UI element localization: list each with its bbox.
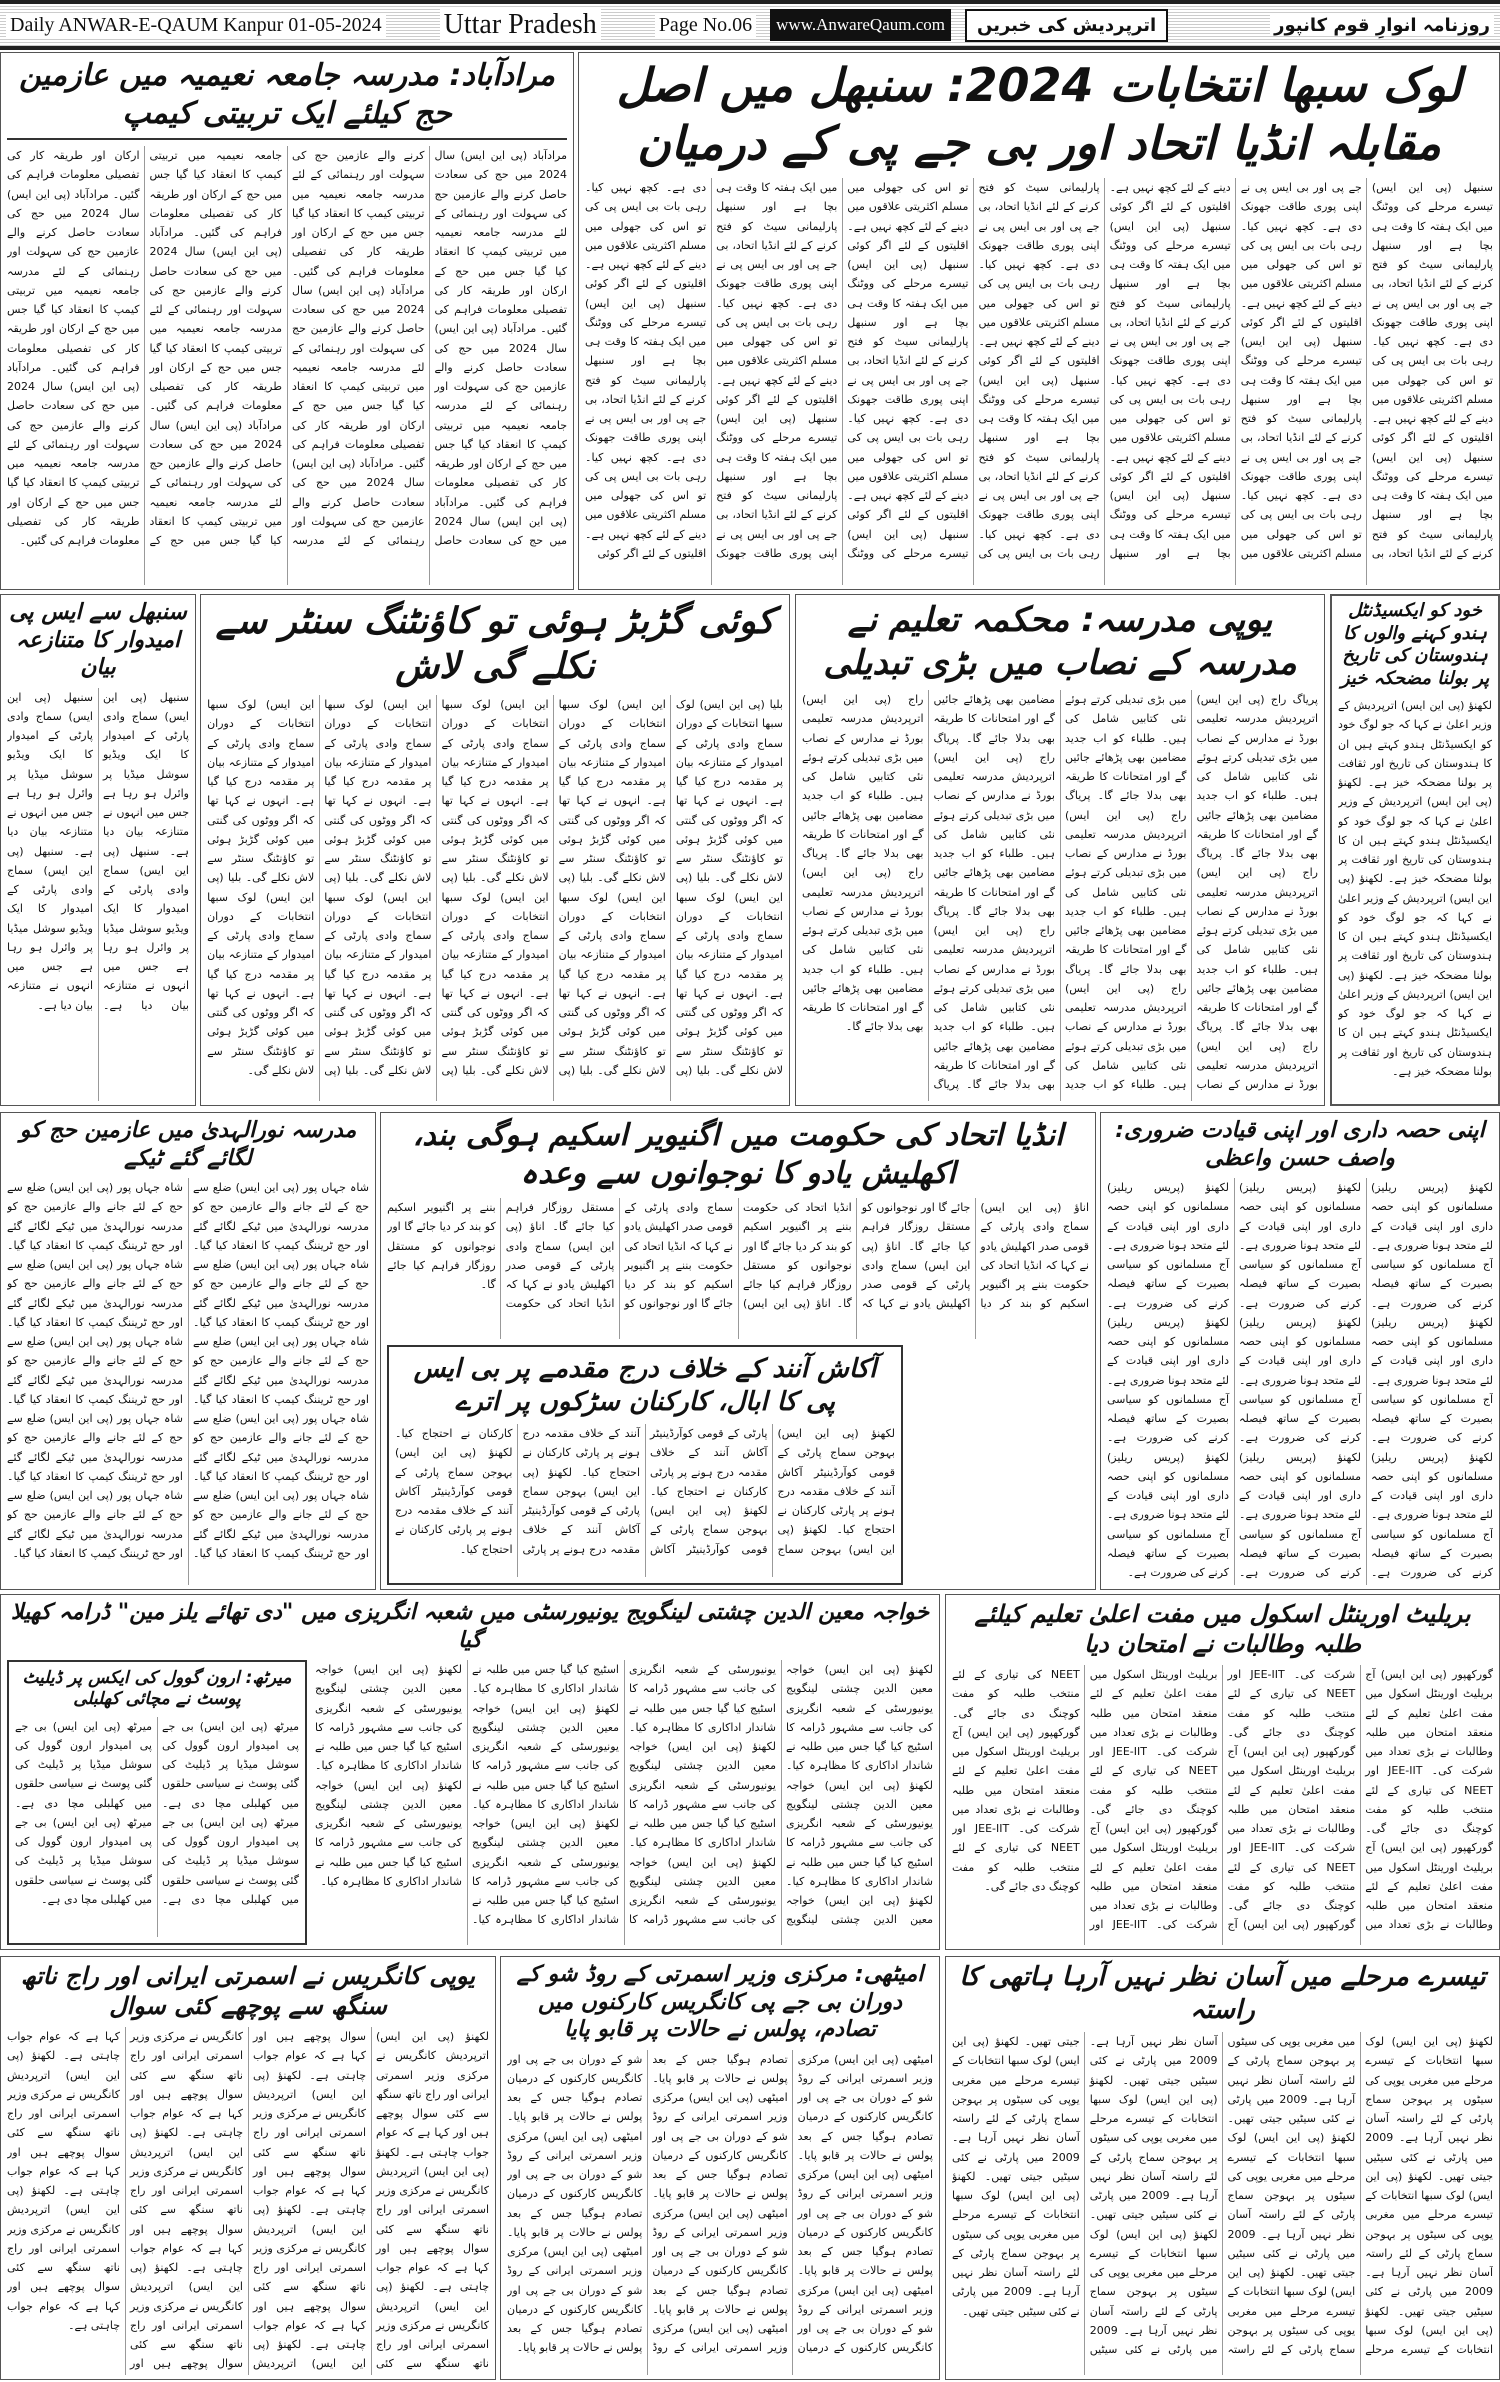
article-sambhal-sp-statement xyxy=(0,594,196,1106)
headline: یوپی کانگریس نے اسمرتی ایرانی اور راج ناتھ سنگھ سے پوچھے کئی سوال xyxy=(20,1962,476,2020)
headline: خواجہ معین الدین چشتی لینگویج یونیورسٹی میں شعبہ انگریزی میں "دی تھائے یلز مین" ڈرامہ کھیلا گیا xyxy=(10,1600,930,1653)
article-agniveer xyxy=(380,1112,1096,1590)
article-wasif-hasan xyxy=(1100,1112,1500,1590)
article-body: سنبھل (پی این ایس) سماج وادی پارٹی کے امیدوار کا ایک ویڈیو سوشل میڈیا پر وائرل ہو رہا ہے جس میں انہوں نے متنازعہ بیان دیا ہے۔ سنبھل (پی این ایس) سماج وادی پارٹی کے امیدوار کا ایک ویڈیو سوشل میڈیا پر وائرل ہو رہا ہے جس میں انہوں نے متنازعہ بیان دیا ہے۔ سنبھل (پی این ایس) سماج وادی پارٹی کے امیدوار کا ایک ویڈیو سوشل میڈیا پر وائرل ہو رہا ہے جس میں انہوں نے متنازعہ بیان دیا ہے۔ سنبھل (پی این ایس) سماج وادی پارٹی کے امیدوار کا ایک ویڈیو سوشل میڈیا پر وائرل ہو رہا ہے جس میں انہوں نے متنازعہ بیان دیا ہے۔ xyxy=(7,690,189,1012)
headline: خود کو ایکسیڈنٹل ہندو کہنے والوں کا ہندوستان کی تاریخ پر بولنا مضحکہ خیز xyxy=(1340,600,1490,689)
article-accidental-hindu xyxy=(1330,594,1500,1106)
headline: میرٹھ: ارون گوول کی ایکس پر ڈیلیٹ پوسٹ نے مچائی کھلبلی xyxy=(22,1668,292,1710)
headline: بریلیٹ اورینٹل اسکول میں مفت اعلیٰ تعلیم کیلئے طلبہ وطالبات نے امتحان دیا xyxy=(974,1600,1471,1658)
article-akash-anand xyxy=(387,1345,903,1585)
headline: تیسرے مرحلے میں آسان نظر نہیں آرہا ہاتھی کا راستہ xyxy=(959,1962,1486,2025)
article-body: سنبھل (پی این ایس) تیسرے مرحلے کی ووٹنگ میں ایک ہفتہ کا وقت ہی بچا ہے اور سنبھل پارلیمانی سیٹ کو فتح کرنے کے لئے انڈیا اتحاد، بی جے پی اور بی ایس پی نے اپنی پوری طاقت جھونک دی ہے۔ کچھ نہیں کیا۔ رہی بات بی ایس پی کی تو اس کی جھولی میں مسلم اکثریتی علاقوں میں دینے کے لئے کچھ نہیں ہے۔ اقلیتوں کے لئے اگر کوئی سنبھل (پی این ایس) تیسرے مرحلے کی ووٹنگ میں ایک ہفتہ کا وقت ہی بچا ہے اور سنبھل پارلیمانی سیٹ کو فتح کرنے کے لئے انڈیا اتحاد، بی جے پی اور بی ایس پی نے اپنی پوری طاقت جھونک دی ہے۔ کچھ نہیں کیا۔ رہی بات بی ایس پی کی تو اس کی جھولی میں مسلم اکثریتی علاقوں میں دینے کے لئے کچھ نہیں ہے۔ اقلیتوں کے لئے اگر کوئی سنبھل (پی این ایس) تیسرے مرحلے کی ووٹنگ میں ایک ہفتہ کا وقت ہی بچا ہے اور سنبھل پارلیمانی سیٹ کو فتح کرنے کے لئے انڈیا اتحاد، بی جے پی اور بی ایس پی نے اپنی پوری طاقت جھونک دی ہے۔ کچھ نہیں کیا۔ رہی بات بی ایس پی کی تو اس کی جھولی میں مسلم اکثریتی علاقوں میں دینے کے لئے کچھ نہیں ہے۔ اقلیتوں کے لئے اگر کوئی سنبھل (پی این ایس) تیسرے مرحلے کی ووٹنگ میں ایک ہفتہ کا وقت ہی بچا ہے اور سنبھل پارلیمانی سیٹ کو فتح کرنے کے لئے انڈیا اتحاد، بی جے پی اور بی ایس پی نے اپنی پوری طاقت جھونک دی ہے۔ کچھ نہیں کیا۔ رہی بات بی ایس پی کی تو اس کی جھولی میں مسلم اکثریتی علاقوں میں دینے کے لئے کچھ نہیں ہے۔ اقلیتوں کے لئے اگر کوئی سنبھل (پی این ایس) تیسرے مرحلے کی ووٹنگ میں ایک ہفتہ کا وقت ہی بچا ہے اور سنبھل پارلیمانی سیٹ کو فتح کرنے کے لئے انڈیا اتحاد، بی جے پی اور بی ایس پی نے اپنی پوری طاقت جھونک دی ہے۔ کچھ نہیں کیا۔ رہی بات بی ایس پی کی تو اس کی جھولی میں مسلم اکثریتی علاقوں میں دینے کے لئے کچھ نہیں ہے۔ اقلیتوں کے لئے اگر کوئی سنبھل (پی این ایس) تیسرے مرحلے کی ووٹنگ میں ایک ہفتہ کا وقت ہی بچا ہے اور سنبھل پارلیمانی سیٹ کو فتح کرنے کے لئے انڈیا اتحاد، بی جے پی اور بی ایس پی نے اپنی پوری طاقت جھونک دی ہے۔ کچھ نہیں کیا۔ رہی بات بی ایس پی کی تو اس کی جھولی میں مسلم اکثریتی علاقوں میں دینے کے لئے کچھ نہیں ہے۔ اقلیتوں کے لئے اگر کوئی سنبھل (پی این ایس) تیسرے مرحلے کی ووٹنگ میں ایک ہفتہ کا وقت ہی بچا ہے اور سنبھل پارلیمانی سیٹ کو فتح کرنے کے لئے انڈیا اتحاد، بی جے پی اور بی ایس پی نے اپنی پوری طاقت جھونک دی ہے۔ کچھ نہیں کیا۔ رہی بات بی ایس پی کی تو اس کی جھولی میں مسلم اکثریتی علاقوں میں دینے کے لئے کچھ نہیں ہے۔ اقلیتوں کے لئے اگر کوئی سنبھل (پی این ایس) تیسرے مرحلے کی ووٹنگ میں ایک ہفتہ کا وقت ہی بچا ہے اور سنبھل پارلیمانی سیٹ کو فتح کرنے کے لئے انڈیا اتحاد، بی جے پی اور بی ایس پی نے اپنی پوری طاقت جھونک دی ہے۔ کچھ نہیں کیا۔ رہی بات بی ایس پی کی تو اس کی جھولی میں مسلم اکثریتی علاقوں میں دینے کے لئے کچھ نہیں ہے۔ اقلیتوں کے لئے اگر کوئی سنبھل (پی این ایس) تیسرے مرحلے کی ووٹنگ میں ایک ہفتہ کا وقت ہی بچا ہے اور سنبھل پارلیمانی سیٹ کو فتح کرنے کے لئے انڈیا اتحاد، بی جے پی اور بی ایس پی نے اپنی پوری طاقت جھونک دی ہے۔ کچھ نہیں کیا۔ رہی بات بی ایس پی کی تو اس کی جھولی میں مسلم اکثریتی علاقوں میں دینے کے لئے کچھ نہیں ہے۔ اقلیتوں کے لئے اگر کوئی سنبھل (پی این ایس) تیسرے مرحلے کی ووٹنگ میں ایک ہفتہ کا وقت ہی بچا ہے اور سنبھل پارلیمانی سیٹ کو فتح کرنے کے لئے انڈیا اتحاد، بی جے پی اور بی ایس پی نے اپنی پوری طاقت جھونک دی ہے۔ کچھ نہیں کیا۔ رہی بات بی ایس پی کی تو اس کی جھولی میں مسلم اکثریتی علاقوں میں دینے کے لئے کچھ نہیں ہے۔ اقلیتوں کے لئے اگر کوئی xyxy=(585,181,1493,560)
article-body: گورکھپور (پی این ایس) آج بریلیٹ اورینٹل اسکول میں مفت اعلیٰ تعلیم کے لئے منعقد امتحان میں طلبہ وطالبات نے بڑی تعداد میں شرکت کی۔ JEE-IIT اور NEET کی تیاری کے لئے منتخب طلبہ کو مفت کوچنگ دی جائے گی۔ گورکھپور (پی این ایس) آج بریلیٹ اورینٹل اسکول میں مفت اعلیٰ تعلیم کے لئے منعقد امتحان میں طلبہ وطالبات نے بڑی تعداد میں شرکت کی۔ JEE-IIT اور NEET کی تیاری کے لئے منتخب طلبہ کو مفت کوچنگ دی جائے گی۔ گورکھپور (پی این ایس) آج بریلیٹ اورینٹل اسکول میں مفت اعلیٰ تعلیم کے لئے منعقد امتحان میں طلبہ وطالبات نے بڑی تعداد میں شرکت کی۔ JEE-IIT اور NEET کی تیاری کے لئے منتخب طلبہ کو مفت کوچنگ دی جائے گی۔ گورکھپور (پی این ایس) آج بریلیٹ اورینٹل اسکول میں مفت اعلیٰ تعلیم کے لئے منعقد امتحان میں طلبہ وطالبات نے بڑی تعداد میں شرکت کی۔ JEE-IIT اور NEET کی تیاری کے لئے منتخب طلبہ کو مفت کوچنگ دی جائے گی۔ گورکھپور (پی این ایس) آج بریلیٹ اورینٹل اسکول میں مفت اعلیٰ تعلیم کے لئے منعقد امتحان میں طلبہ وطالبات نے بڑی تعداد میں شرکت کی۔ JEE-IIT اور NEET کی تیاری کے لئے منتخب طلبہ کو مفت کوچنگ دی جائے گی۔ گورکھپور (پی این ایس) آج بریلیٹ اورینٹل اسکول میں مفت اعلیٰ تعلیم کے لئے منعقد امتحان میں طلبہ وطالبات نے بڑی تعداد میں شرکت کی۔ JEE-IIT اور NEET کی تیاری کے لئے منتخب طلبہ کو مفت کوچنگ دی جائے گی۔ xyxy=(952,1668,1493,1932)
page-number: Page No.06 xyxy=(655,14,756,37)
article-body: پریاگ راج (پی این ایس) اترپردیش مدرسہ تعلیمی بورڈ نے مدارس کے نصاب میں بڑی تبدیلی کرتے ہوئے نئی کتابیں شامل کی ہیں۔ طلباء کو اب جدید مضامین بھی پڑھائے جائیں گے اور امتحانات کا طریقہ بھی بدلا جائے گا۔ پریاگ راج (پی این ایس) اترپردیش مدرسہ تعلیمی بورڈ نے مدارس کے نصاب میں بڑی تبدیلی کرتے ہوئے نئی کتابیں شامل کی ہیں۔ طلباء کو اب جدید مضامین بھی پڑھائے جائیں گے اور امتحانات کا طریقہ بھی بدلا جائے گا۔ پریاگ راج (پی این ایس) اترپردیش مدرسہ تعلیمی بورڈ نے مدارس کے نصاب میں بڑی تبدیلی کرتے ہوئے نئی کتابیں شامل کی ہیں۔ طلباء کو اب جدید مضامین بھی پڑھائے جائیں گے اور امتحانات کا طریقہ بھی بدلا جائے گا۔ پریاگ راج (پی این ایس) اترپردیش مدرسہ تعلیمی بورڈ نے مدارس کے نصاب میں بڑی تبدیلی کرتے ہوئے نئی کتابیں شامل کی ہیں۔ طلباء کو اب جدید مضامین بھی پڑھائے جائیں گے اور امتحانات کا طریقہ بھی بدلا جائے گا۔ پریاگ راج (پی این ایس) اترپردیش مدرسہ تعلیمی بورڈ نے مدارس کے نصاب میں بڑی تبدیلی کرتے ہوئے نئی کتابیں شامل کی ہیں۔ طلباء کو اب جدید مضامین بھی پڑھائے جائیں گے اور امتحانات کا طریقہ بھی بدلا جائے گا۔ پریاگ راج (پی این ایس) اترپردیش مدرسہ تعلیمی بورڈ نے مدارس کے نصاب میں بڑی تبدیلی کرتے ہوئے نئی کتابیں شامل کی ہیں۔ طلباء کو اب جدید مضامین بھی پڑھائے جائیں گے اور امتحانات کا طریقہ بھی بدلا جائے گا۔ پریاگ راج (پی این ایس) اترپردیش مدرسہ تعلیمی بورڈ نے مدارس کے نصاب میں بڑی تبدیلی کرتے ہوئے نئی کتابیں شامل کی ہیں۔ طلباء کو اب جدید مضامین بھی پڑھائے جائیں گے اور امتحانات کا طریقہ بھی بدلا جائے گا۔ پریاگ راج (پی این ایس) اترپردیش مدرسہ تعلیمی بورڈ نے مدارس کے نصاب میں بڑی تبدیلی کرتے ہوئے نئی کتابیں شامل کی ہیں۔ طلباء کو اب جدید مضامین بھی پڑھائے جائیں گے اور امتحانات کا طریقہ بھی بدلا جائے گا۔ پریاگ راج (پی این ایس) اترپردیش مدرسہ تعلیمی بورڈ نے مدارس کے نصاب میں بڑی تبدیلی کرتے ہوئے نئی کتابیں شامل کی ہیں۔ طلباء کو اب جدید مضامین بھی پڑھائے جائیں گے اور امتحانات کا طریقہ بھی بدلا جائے گا۔ xyxy=(802,693,1318,1091)
headline: اپنی حصہ داری اور اپنی قیادت ضروری: واصف حسن واعظی xyxy=(1115,1118,1485,1171)
article-brilliant-oriental-school xyxy=(945,1594,1500,1950)
article-body: شاہ جہاں پور (پی این ایس) ضلع سے حج کے لئے جانے والے عازمین حج کو مدرسہ نورالہدیٰ میں ٹیکے لگائے گئے اور حج ٹریننگ کیمپ کا انعقاد کیا گیا۔ شاہ جہاں پور (پی این ایس) ضلع سے حج کے لئے جانے والے عازمین حج کو مدرسہ نورالہدیٰ میں ٹیکے لگائے گئے اور حج ٹریننگ کیمپ کا انعقاد کیا گیا۔ شاہ جہاں پور (پی این ایس) ضلع سے حج کے لئے جانے والے عازمین حج کو مدرسہ نورالہدیٰ میں ٹیکے لگائے گئے اور حج ٹریننگ کیمپ کا انعقاد کیا گیا۔ شاہ جہاں پور (پی این ایس) ضلع سے حج کے لئے جانے والے عازمین حج کو مدرسہ نورالہدیٰ میں ٹیکے لگائے گئے اور حج ٹریننگ کیمپ کا انعقاد کیا گیا۔ شاہ جہاں پور (پی این ایس) ضلع سے حج کے لئے جانے والے عازمین حج کو مدرسہ نورالہدیٰ میں ٹیکے لگائے گئے اور حج ٹریننگ کیمپ کا انعقاد کیا گیا۔ شاہ جہاں پور (پی این ایس) ضلع سے حج کے لئے جانے والے عازمین حج کو مدرسہ نورالہدیٰ میں ٹیکے لگائے گئے اور حج ٹریننگ کیمپ کا انعقاد کیا گیا۔ شاہ جہاں پور (پی این ایس) ضلع سے حج کے لئے جانے والے عازمین حج کو مدرسہ نورالہدیٰ میں ٹیکے لگائے گئے اور حج ٹریننگ کیمپ کا انعقاد کیا گیا۔ شاہ جہاں پور (پی این ایس) ضلع سے حج کے لئے جانے والے عازمین حج کو مدرسہ نورالہدیٰ میں ٹیکے لگائے گئے اور حج ٹریننگ کیمپ کا انعقاد کیا گیا۔ شاہ جہاں پور (پی این ایس) ضلع سے حج کے لئے جانے والے عازمین حج کو مدرسہ نورالہدیٰ میں ٹیکے لگائے گئے اور حج ٹریننگ کیمپ کا انعقاد کیا گیا۔ شاہ جہاں پور (پی این ایس) ضلع سے حج کے لئے جانے والے عازمین حج کو مدرسہ نورالہدیٰ میں ٹیکے لگائے گئے اور حج ٹریننگ کیمپ کا انعقاد کیا گیا۔ xyxy=(7,1181,369,1560)
article-language-university-drama xyxy=(0,1594,940,1950)
headline: مرادآباد: مدرسہ جامعہ نعیمیہ میں عازمین حج کیلئے ایک تربیتی کیمپ xyxy=(7,57,567,140)
article-third-phase-bsp xyxy=(945,1956,1500,2380)
headline: مدرسہ نورالہدیٰ میں عازمین حج کو لگائے گئے ٹیکے xyxy=(19,1118,357,1171)
article-body: لکھنؤ (پی این ایس) لوک سبھا انتخابات کے تیسرے مرحلے میں مغربی یوپی کی سیٹوں پر بہوجن سماج پارٹی کے لئے راستہ آسان نظر نہیں آرہا ہے۔ 2009 میں پارٹی نے کئی سیٹیں جیتی تھیں۔ لکھنؤ (پی این ایس) لوک سبھا انتخابات کے تیسرے مرحلے میں مغربی یوپی کی سیٹوں پر بہوجن سماج پارٹی کے لئے راستہ آسان نظر نہیں آرہا ہے۔ 2009 میں پارٹی نے کئی سیٹیں جیتی تھیں۔ لکھنؤ (پی این ایس) لوک سبھا انتخابات کے تیسرے مرحلے میں مغربی یوپی کی سیٹوں پر بہوجن سماج پارٹی کے لئے راستہ آسان نظر نہیں آرہا ہے۔ 2009 میں پارٹی نے کئی سیٹیں جیتی تھیں۔ لکھنؤ (پی این ایس) لوک سبھا انتخابات کے تیسرے مرحلے میں مغربی یوپی کی سیٹوں پر بہوجن سماج پارٹی کے لئے راستہ آسان نظر نہیں آرہا ہے۔ 2009 میں پارٹی نے کئی سیٹیں جیتی تھیں۔ لکھنؤ (پی این ایس) لوک سبھا انتخابات کے تیسرے مرحلے میں مغربی یوپی کی سیٹوں پر بہوجن سماج پارٹی کے لئے راستہ آسان نظر نہیں آرہا ہے۔ 2009 میں پارٹی نے کئی سیٹیں جیتی تھیں۔ لکھنؤ (پی این ایس) لوک سبھا انتخابات کے تیسرے مرحلے میں مغربی یوپی کی سیٹوں پر بہوجن سماج پارٹی کے لئے راستہ آسان نظر نہیں آرہا ہے۔ 2009 میں پارٹی نے کئی سیٹیں جیتی تھیں۔ لکھنؤ (پی این ایس) لوک سبھا انتخابات کے تیسرے مرحلے میں مغربی یوپی کی سیٹوں پر بہوجن سماج پارٹی کے لئے راستہ آسان نظر نہیں آرہا ہے۔ 2009 میں پارٹی نے کئی سیٹیں جیتی تھیں۔ لکھنؤ (پی این ایس) لوک سبھا انتخابات کے تیسرے مرحلے میں مغربی یوپی کی سیٹوں پر بہوجن سماج پارٹی کے لئے راستہ آسان نظر نہیں آرہا ہے۔ 2009 میں پارٹی نے کئی سیٹیں جیتی تھیں۔ لکھنؤ (پی این ایس) لوک سبھا انتخابات کے تیسرے مرحلے میں مغربی یوپی کی سیٹوں پر بہوجن سماج پارٹی کے لئے راستہ آسان نظر نہیں آرہا ہے۔ 2009 میں پارٹی نے کئی سیٹیں جیتی تھیں۔ xyxy=(952,2035,1493,2356)
article-body: لکھنؤ (پی این ایس) اترپردیش کے وزیر اعلیٰ نے کہا کہ جو لوگ خود کو ایکسیڈنٹل ہندو کہتے ہیں ان کا ہندوستان کی تاریخ اور ثقافت پر بولنا مضحکہ خیز ہے۔ لکھنؤ (پی این ایس) اترپردیش کے وزیر اعلیٰ نے کہا کہ جو لوگ خود کو ایکسیڈنٹل ہندو کہتے ہیں ان کا ہندوستان کی تاریخ اور ثقافت پر بولنا مضحکہ خیز ہے۔ لکھنؤ (پی این ایس) اترپردیش کے وزیر اعلیٰ نے کہا کہ جو لوگ خود کو ایکسیڈنٹل ہندو کہتے ہیں ان کا ہندوستان کی تاریخ اور ثقافت پر بولنا مضحکہ خیز ہے۔ لکھنؤ (پی این ایس) اترپردیش کے وزیر اعلیٰ نے کہا کہ جو لوگ خود کو ایکسیڈنٹل ہندو کہتے ہیں ان کا ہندوستان کی تاریخ اور ثقافت پر بولنا مضحکہ خیز ہے۔ xyxy=(1338,699,1492,1078)
headline: سنبھل سے ایس پی امیدوار کا متنازعہ بیان xyxy=(9,600,187,680)
headline: آکاش آنند کے خلاف درج مقدمے پر بی ایس پی کا ابال، کارکنان سڑکوں پر اترے xyxy=(413,1354,877,1417)
article-counting-center xyxy=(200,594,790,1106)
section-title: Uttar Pradesh xyxy=(440,9,601,41)
article-columns xyxy=(7,1660,933,1945)
article-moradabad-hajj-camp xyxy=(0,52,574,590)
article-body: مرادآباد (پی این ایس) سال 2024 میں حج کی سعادت حاصل کرنے والے عازمین حج کی سہولت اور رہنمائی کے لئے مدرسہ جامعہ نعیمیہ میں تربیتی کیمپ کا انعقاد کیا گیا جس میں حج کے ارکان اور طریقہ کار کی تفصیلی معلومات فراہم کی گئیں۔ مرادآباد (پی این ایس) سال 2024 میں حج کی سعادت حاصل کرنے والے عازمین حج کی سہولت اور رہنمائی کے لئے مدرسہ جامعہ نعیمیہ میں تربیتی کیمپ کا انعقاد کیا گیا جس میں حج کے ارکان اور طریقہ کار کی تفصیلی معلومات فراہم کی گئیں۔ مرادآباد (پی این ایس) سال 2024 میں حج کی سعادت حاصل کرنے والے عازمین حج کی سہولت اور رہنمائی کے لئے مدرسہ جامعہ نعیمیہ میں تربیتی کیمپ کا انعقاد کیا گیا جس میں حج کے ارکان اور طریقہ کار کی تفصیلی معلومات فراہم کی گئیں۔ مرادآباد (پی این ایس) سال 2024 میں حج کی سعادت حاصل کرنے والے عازمین حج کی سہولت اور رہنمائی کے لئے مدرسہ جامعہ نعیمیہ میں تربیتی کیمپ کا انعقاد کیا گیا جس میں حج کے ارکان اور طریقہ کار کی تفصیلی معلومات فراہم کی گئیں۔ مرادآباد (پی این ایس) سال 2024 میں حج کی سعادت حاصل کرنے والے عازمین حج کی سہولت اور رہنمائی کے لئے مدرسہ جامعہ نعیمیہ میں تربیتی کیمپ کا انعقاد کیا گیا جس میں حج کے ارکان اور طریقہ کار کی تفصیلی معلومات فراہم کی گئیں۔ مرادآباد (پی این ایس) سال 2024 میں حج کی سعادت حاصل کرنے والے عازمین حج کی سہولت اور رہنمائی کے لئے مدرسہ جامعہ نعیمیہ میں تربیتی کیمپ کا انعقاد کیا گیا جس میں حج کے ارکان اور طریقہ کار کی تفصیلی معلومات فراہم کی گئیں۔ مرادآباد (پی این ایس) سال 2024 میں حج کی سعادت حاصل کرنے والے عازمین حج کی سہولت اور رہنمائی کے لئے مدرسہ جامعہ نعیمیہ میں تربیتی کیمپ کا انعقاد کیا گیا جس میں حج کے ارکان اور طریقہ کار کی تفصیلی معلومات فراہم کی گئیں۔ مرادآباد (پی این ایس) سال 2024 میں حج کی سعادت حاصل کرنے والے عازمین حج کی سہولت اور رہنمائی کے لئے مدرسہ جامعہ نعیمیہ میں تربیتی کیمپ کا انعقاد کیا گیا جس میں حج کے ارکان اور طریقہ کار کی تفصیلی معلومات فراہم کی گئیں۔ مرادآباد (پی این ایس) سال 2024 میں حج کی سعادت حاصل کرنے والے عازمین حج کی سہولت اور رہنمائی کے لئے مدرسہ جامعہ نعیمیہ میں تربیتی کیمپ کا انعقاد کیا گیا جس میں حج کے ارکان اور طریقہ کار کی تفصیلی معلومات فراہم کی گئیں۔ xyxy=(7,149,567,547)
newspaper-logo: روزنامہ انوارِ قوم کانپور xyxy=(1270,15,1494,36)
article-arun-govil-post xyxy=(7,1660,307,1945)
article-body: امیٹھی (پی این ایس) مرکزی وزیر اسمرتی ایرانی کے روڈ شو کے دوران بی جے پی اور کانگریس کارکنوں کے درمیان تصادم ہوگیا جس کے بعد پولس نے حالات پر قابو پایا۔ امیٹھی (پی این ایس) مرکزی وزیر اسمرتی ایرانی کے روڈ شو کے دوران بی جے پی اور کانگریس کارکنوں کے درمیان تصادم ہوگیا جس کے بعد پولس نے حالات پر قابو پایا۔ امیٹھی (پی این ایس) مرکزی وزیر اسمرتی ایرانی کے روڈ شو کے دوران بی جے پی اور کانگریس کارکنوں کے درمیان تصادم ہوگیا جس کے بعد پولس نے حالات پر قابو پایا۔ امیٹھی (پی این ایس) مرکزی وزیر اسمرتی ایرانی کے روڈ شو کے دوران بی جے پی اور کانگریس کارکنوں کے درمیان تصادم ہوگیا جس کے بعد پولس نے حالات پر قابو پایا۔ امیٹھی (پی این ایس) مرکزی وزیر اسمرتی ایرانی کے روڈ شو کے دوران بی جے پی اور کانگریس کارکنوں کے درمیان تصادم ہوگیا جس کے بعد پولس نے حالات پر قابو پایا۔ امیٹھی (پی این ایس) مرکزی وزیر اسمرتی ایرانی کے روڈ شو کے دوران بی جے پی اور کانگریس کارکنوں کے درمیان تصادم ہوگیا جس کے بعد پولس نے حالات پر قابو پایا۔ امیٹھی (پی این ایس) مرکزی وزیر اسمرتی ایرانی کے روڈ شو کے دوران بی جے پی اور کانگریس کارکنوں کے درمیان تصادم ہوگیا جس کے بعد پولس نے حالات پر قابو پایا۔ امیٹھی (پی این ایس) مرکزی وزیر اسمرتی ایرانی کے روڈ شو کے دوران بی جے پی اور کانگریس کارکنوں کے درمیان تصادم ہوگیا جس کے بعد پولس نے حالات پر قابو پایا۔ xyxy=(507,2052,933,2355)
headline: لوک سبھا انتخابات 2024: سنبھل میں اصل مقابلہ انڈیا اتحاد اور بی جے پی کے درمیان xyxy=(616,58,1462,170)
article-body: بلیا (پی این ایس) لوک سبھا انتخابات کے دوران سماج وادی پارٹی کے امیدوار کے متنازعہ بیان پر مقدمہ درج کیا گیا ہے۔ انہوں نے کہا تھا کہ اگر ووٹوں کی گنتی میں کوئی گڑبڑ ہوئی تو کاؤنٹنگ سنٹر سے لاش نکلے گی۔ بلیا (پی این ایس) لوک سبھا انتخابات کے دوران سماج وادی پارٹی کے امیدوار کے متنازعہ بیان پر مقدمہ درج کیا گیا ہے۔ انہوں نے کہا تھا کہ اگر ووٹوں کی گنتی میں کوئی گڑبڑ ہوئی تو کاؤنٹنگ سنٹر سے لاش نکلے گی۔ بلیا (پی این ایس) لوک سبھا انتخابات کے دوران سماج وادی پارٹی کے امیدوار کے متنازعہ بیان پر مقدمہ درج کیا گیا ہے۔ انہوں نے کہا تھا کہ اگر ووٹوں کی گنتی میں کوئی گڑبڑ ہوئی تو کاؤنٹنگ سنٹر سے لاش نکلے گی۔ بلیا (پی این ایس) لوک سبھا انتخابات کے دوران سماج وادی پارٹی کے امیدوار کے متنازعہ بیان پر مقدمہ درج کیا گیا ہے۔ انہوں نے کہا تھا کہ اگر ووٹوں کی گنتی میں کوئی گڑبڑ ہوئی تو کاؤنٹنگ سنٹر سے لاش نکلے گی۔ بلیا (پی این ایس) لوک سبھا انتخابات کے دوران سماج وادی پارٹی کے امیدوار کے متنازعہ بیان پر مقدمہ درج کیا گیا ہے۔ انہوں نے کہا تھا کہ اگر ووٹوں کی گنتی میں کوئی گڑبڑ ہوئی تو کاؤنٹنگ سنٹر سے لاش نکلے گی۔ بلیا (پی این ایس) لوک سبھا انتخابات کے دوران سماج وادی پارٹی کے امیدوار کے متنازعہ بیان پر مقدمہ درج کیا گیا ہے۔ انہوں نے کہا تھا کہ اگر ووٹوں کی گنتی میں کوئی گڑبڑ ہوئی تو کاؤنٹنگ سنٹر سے لاش نکلے گی۔ بلیا (پی این ایس) لوک سبھا انتخابات کے دوران سماج وادی پارٹی کے امیدوار کے متنازعہ بیان پر مقدمہ درج کیا گیا ہے۔ انہوں نے کہا تھا کہ اگر ووٹوں کی گنتی میں کوئی گڑبڑ ہوئی تو کاؤنٹنگ سنٹر سے لاش نکلے گی۔ بلیا (پی این ایس) لوک سبھا انتخابات کے دوران سماج وادی پارٹی کے امیدوار کے متنازعہ بیان پر مقدمہ درج کیا گیا ہے۔ انہوں نے کہا تھا کہ اگر ووٹوں کی گنتی میں کوئی گڑبڑ ہوئی تو کاؤنٹنگ سنٹر سے لاش نکلے گی۔ بلیا (پی این ایس) لوک سبھا انتخابات کے دوران سماج وادی پارٹی کے امیدوار کے متنازعہ بیان پر مقدمہ درج کیا گیا ہے۔ انہوں نے کہا تھا کہ اگر ووٹوں کی گنتی میں کوئی گڑبڑ ہوئی تو کاؤنٹنگ سنٹر سے لاش نکلے گی۔ بلیا (پی این ایس) لوک سبھا انتخابات کے دوران سماج وادی پارٹی کے امیدوار کے متنازعہ بیان پر مقدمہ درج کیا گیا ہے۔ انہوں نے کہا تھا کہ اگر ووٹوں کی گنتی میں کوئی گڑبڑ ہوئی تو کاؤنٹنگ سنٹر سے لاش نکلے گی۔ xyxy=(207,698,783,1077)
headline: کوئی گڑبڑ ہوئی تو کاؤنٹنگ سنٹر سے نکلے گی لاش xyxy=(215,601,775,687)
article-hajj-vaccination xyxy=(0,1112,376,1590)
masthead xyxy=(0,0,1500,50)
headline: انڈیا اتحاد کی حکومت میں اگنیویر اسکیم ہوگی بند، اکھلیش یادو کا نوجوانوں سے وعدہ xyxy=(412,1118,1064,1191)
article-body: لکھنؤ (پی این ایس) اترپردیش کانگریس نے مرکزی وزیر اسمرتی ایرانی اور راج ناتھ سنگھ سے کئی سوال پوچھے ہیں اور کہا ہے کہ عوام جواب چاہتی ہے۔ لکھنؤ (پی این ایس) اترپردیش کانگریس نے مرکزی وزیر اسمرتی ایرانی اور راج ناتھ سنگھ سے کئی سوال پوچھے ہیں اور کہا ہے کہ عوام جواب چاہتی ہے۔ لکھنؤ (پی این ایس) اترپردیش کانگریس نے مرکزی وزیر اسمرتی ایرانی اور راج ناتھ سنگھ سے کئی سوال پوچھے ہیں اور کہا ہے کہ عوام جواب چاہتی ہے۔ لکھنؤ (پی این ایس) اترپردیش کانگریس نے مرکزی وزیر اسمرتی ایرانی اور راج ناتھ سنگھ سے کئی سوال پوچھے ہیں اور کہا ہے کہ عوام جواب چاہتی ہے۔ لکھنؤ (پی این ایس) اترپردیش کانگریس نے مرکزی وزیر اسمرتی ایرانی اور راج ناتھ سنگھ سے کئی سوال پوچھے ہیں اور کہا ہے کہ عوام جواب چاہتی ہے۔ لکھنؤ (پی این ایس) اترپردیش کانگریس نے مرکزی وزیر اسمرتی ایرانی اور راج ناتھ سنگھ سے کئی سوال پوچھے ہیں اور کہا ہے کہ عوام جواب چاہتی ہے۔ لکھنؤ (پی این ایس) اترپردیش کانگریس نے مرکزی وزیر اسمرتی ایرانی اور راج ناتھ سنگھ سے کئی سوال پوچھے ہیں اور کہا ہے کہ عوام جواب چاہتی ہے۔ لکھنؤ (پی این ایس) اترپردیش کانگریس نے مرکزی وزیر اسمرتی ایرانی اور راج ناتھ سنگھ سے کئی سوال پوچھے ہیں اور کہا ہے کہ عوام جواب چاہتی ہے۔ لکھنؤ (پی این ایس) اترپردیش کانگریس نے مرکزی وزیر اسمرتی ایرانی اور راج ناتھ سنگھ سے کئی سوال پوچھے ہیں اور کہا ہے کہ عوام جواب چاہتی ہے۔ لکھنؤ (پی این ایس) اترپردیش کانگریس نے مرکزی وزیر اسمرتی ایرانی اور راج ناتھ سنگھ سے کئی سوال پوچھے ہیں اور کہا ہے کہ عوام جواب چاہتی ہے۔ xyxy=(7,2030,489,2371)
article-body: میرٹھ (پی این ایس) بی جے پی امیدوار ارون گوول کی سوشل میڈیا پر ڈیلیٹ کی گئی پوسٹ نے سیاسی حلقوں میں کھلبلی مچا دی ہے۔ میرٹھ (پی این ایس) بی جے پی امیدوار ارون گوول کی سوشل میڈیا پر ڈیلیٹ کی گئی پوسٹ نے سیاسی حلقوں میں کھلبلی مچا دی ہے۔ میرٹھ (پی این ایس) بی جے پی امیدوار ارون گوول کی سوشل میڈیا پر ڈیلیٹ کی گئی پوسٹ نے سیاسی حلقوں میں کھلبلی مچا دی ہے۔ میرٹھ (پی این ایس) بی جے پی امیدوار ارون گوول کی سوشل میڈیا پر ڈیلیٹ کی گئی پوسٹ نے سیاسی حلقوں میں کھلبلی مچا دی ہے۔ xyxy=(15,1719,299,1906)
article-amethi-clash xyxy=(500,1956,940,2380)
website-link[interactable]: www.AnwareQaum.com xyxy=(770,9,951,41)
article-body: اناؤ (پی این ایس) سماج وادی پارٹی کے قومی صدر اکھلیش یادو نے کہا کہ انڈیا اتحاد کی حکومت بننے پر اگنیویر اسکیم کو بند کر دیا جائے گا اور نوجوانوں کو مستقل روزگار فراہم کیا جائے گا۔ اناؤ (پی این ایس) سماج وادی پارٹی کے قومی صدر اکھلیش یادو نے کہا کہ انڈیا اتحاد کی حکومت بننے پر اگنیویر اسکیم کو بند کر دیا جائے گا اور نوجوانوں کو مستقل روزگار فراہم کیا جائے گا۔ اناؤ (پی این ایس) سماج وادی پارٹی کے قومی صدر اکھلیش یادو نے کہا کہ انڈیا اتحاد کی حکومت بننے پر اگنیویر اسکیم کو بند کر دیا جائے گا اور نوجوانوں کو مستقل روزگار فراہم کیا جائے گا۔ اناؤ (پی این ایس) سماج وادی پارٹی کے قومی صدر اکھلیش یادو نے کہا کہ انڈیا اتحاد کی حکومت بننے پر اگنیویر اسکیم کو بند کر دیا جائے گا اور نوجوانوں کو مستقل روزگار فراہم کیا جائے گا۔ xyxy=(387,1201,1089,1311)
section-label-urdu: اترپردیش کی خبریں xyxy=(965,9,1168,42)
article-body: لکھنؤ (پریس ریلیز) مسلمانوں کو اپنی حصہ داری اور اپنی قیادت کے لئے متحد ہونا ضروری ہے۔ آج مسلمانوں کو سیاسی بصیرت کے ساتھ فیصلہ کرنے کی ضرورت ہے۔ لکھنؤ (پریس ریلیز) مسلمانوں کو اپنی حصہ داری اور اپنی قیادت کے لئے متحد ہونا ضروری ہے۔ آج مسلمانوں کو سیاسی بصیرت کے ساتھ فیصلہ کرنے کی ضرورت ہے۔ لکھنؤ (پریس ریلیز) مسلمانوں کو اپنی حصہ داری اور اپنی قیادت کے لئے متحد ہونا ضروری ہے۔ آج مسلمانوں کو سیاسی بصیرت کے ساتھ فیصلہ کرنے کی ضرورت ہے۔ لکھنؤ (پریس ریلیز) مسلمانوں کو اپنی حصہ داری اور اپنی قیادت کے لئے متحد ہونا ضروری ہے۔ آج مسلمانوں کو سیاسی بصیرت کے ساتھ فیصلہ کرنے کی ضرورت ہے۔ لکھنؤ (پریس ریلیز) مسلمانوں کو اپنی حصہ داری اور اپنی قیادت کے لئے متحد ہونا ضروری ہے۔ آج مسلمانوں کو سیاسی بصیرت کے ساتھ فیصلہ کرنے کی ضرورت ہے۔ لکھنؤ (پریس ریلیز) مسلمانوں کو اپنی حصہ داری اور اپنی قیادت کے لئے متحد ہونا ضروری ہے۔ آج مسلمانوں کو سیاسی بصیرت کے ساتھ فیصلہ کرنے کی ضرورت ہے۔ لکھنؤ (پریس ریلیز) مسلمانوں کو اپنی حصہ داری اور اپنی قیادت کے لئے متحد ہونا ضروری ہے۔ آج مسلمانوں کو سیاسی بصیرت کے ساتھ فیصلہ کرنے کی ضرورت ہے۔ لکھنؤ (پریس ریلیز) مسلمانوں کو اپنی حصہ داری اور اپنی قیادت کے لئے متحد ہونا ضروری ہے۔ آج مسلمانوں کو سیاسی بصیرت کے ساتھ فیصلہ کرنے کی ضرورت ہے۔ لکھنؤ (پریس ریلیز) مسلمانوں کو اپنی حصہ داری اور اپنی قیادت کے لئے متحد ہونا ضروری ہے۔ آج مسلمانوں کو سیاسی بصیرت کے ساتھ فیصلہ کرنے کی ضرورت ہے۔ xyxy=(1107,1181,1493,1579)
article-madrasa-syllabus xyxy=(795,594,1325,1106)
article-body: لکھنؤ (پی این ایس) بہوجن سماج پارٹی کے قومی کوآرڈینیٹر آکاش آنند کے خلاف مقدمہ درج ہونے پر پارٹی کارکنان نے احتجاج کیا۔ لکھنؤ (پی این ایس) بہوجن سماج پارٹی کے قومی کوآرڈینیٹر آکاش آنند کے خلاف مقدمہ درج ہونے پر پارٹی کارکنان نے احتجاج کیا۔ لکھنؤ (پی این ایس) بہوجن سماج پارٹی کے قومی کوآرڈینیٹر آکاش آنند کے خلاف مقدمہ درج ہونے پر پارٹی کارکنان نے احتجاج کیا۔ لکھنؤ (پی این ایس) بہوجن سماج پارٹی کے قومی کوآرڈینیٹر آکاش آنند کے خلاف مقدمہ درج ہونے پر پارٹی کارکنان نے احتجاج کیا۔ لکھنؤ (پی این ایس) بہوجن سماج پارٹی کے قومی کوآرڈینیٹر آکاش آنند کے خلاف مقدمہ درج ہونے پر پارٹی کارکنان نے احتجاج کیا۔ xyxy=(395,1427,895,1556)
article-sambhal-election xyxy=(578,52,1500,590)
edition-date: Daily ANWAR-E-QAUM Kanpur 01-05-2024 xyxy=(6,14,386,37)
headline: امیٹھی: مرکزی وزیر اسمرتی کے روڈ شو کے دوران بی جے پی کانگریس کارکنوں میں تصادم، پولس نے حالات پر قابو پایا xyxy=(516,1962,924,2042)
article-body: لکھنؤ (پی این ایس) خواجہ معین الدین چشتی لینگویج یونیورسٹی کے شعبہ انگریزی کی جانب سے مشہور ڈرامہ کا اسٹیج کیا گیا جس میں طلبہ نے شاندار اداکاری کا مظاہرہ کیا۔ لکھنؤ (پی این ایس) خواجہ معین الدین چشتی لینگویج یونیورسٹی کے شعبہ انگریزی کی جانب سے مشہور ڈرامہ کا اسٹیج کیا گیا جس میں طلبہ نے شاندار اداکاری کا مظاہرہ کیا۔ لکھنؤ (پی این ایس) خواجہ معین الدین چشتی لینگویج یونیورسٹی کے شعبہ انگریزی کی جانب سے مشہور ڈرامہ کا اسٹیج کیا گیا جس میں طلبہ نے شاندار اداکاری کا مظاہرہ کیا۔ لکھنؤ (پی این ایس) خواجہ معین الدین چشتی لینگویج یونیورسٹی کے شعبہ انگریزی کی جانب سے مشہور ڈرامہ کا اسٹیج کیا گیا جس میں طلبہ نے شاندار اداکاری کا مظاہرہ کیا۔ لکھنؤ (پی این ایس) خواجہ معین الدین چشتی لینگویج یونیورسٹی کے شعبہ انگریزی کی جانب سے مشہور ڈرامہ کا اسٹیج کیا گیا جس میں طلبہ نے شاندار اداکاری کا مظاہرہ کیا۔ لکھنؤ (پی این ایس) خواجہ معین الدین چشتی لینگویج یونیورسٹی کے شعبہ انگریزی کی جانب سے مشہور ڈرامہ کا اسٹیج کیا گیا جس میں طلبہ نے شاندار اداکاری کا مظاہرہ کیا۔ لکھنؤ (پی این ایس) خواجہ معین الدین چشتی لینگویج یونیورسٹی کے شعبہ انگریزی کی جانب سے مشہور ڈرامہ کا اسٹیج کیا گیا جس میں طلبہ نے شاندار اداکاری کا مظاہرہ کیا۔ لکھنؤ (پی این ایس) خواجہ معین الدین چشتی لینگویج یونیورسٹی کے شعبہ انگریزی کی جانب سے مشہور ڈرامہ کا اسٹیج کیا گیا جس میں طلبہ نے شاندار اداکاری کا مظاہرہ کیا۔ لکھنؤ (پی این ایس) خواجہ معین الدین چشتی لینگویج یونیورسٹی کے شعبہ انگریزی کی جانب سے مشہور ڈرامہ کا اسٹیج کیا گیا جس میں طلبہ نے شاندار اداکاری کا مظاہرہ کیا۔ xyxy=(315,1663,933,1927)
headline: یوپی مدرسہ: محکمہ تعلیم نے مدرسہ کے نصاب میں بڑی تبدیلی xyxy=(823,600,1297,683)
article-up-congress-questions xyxy=(0,1956,496,2380)
